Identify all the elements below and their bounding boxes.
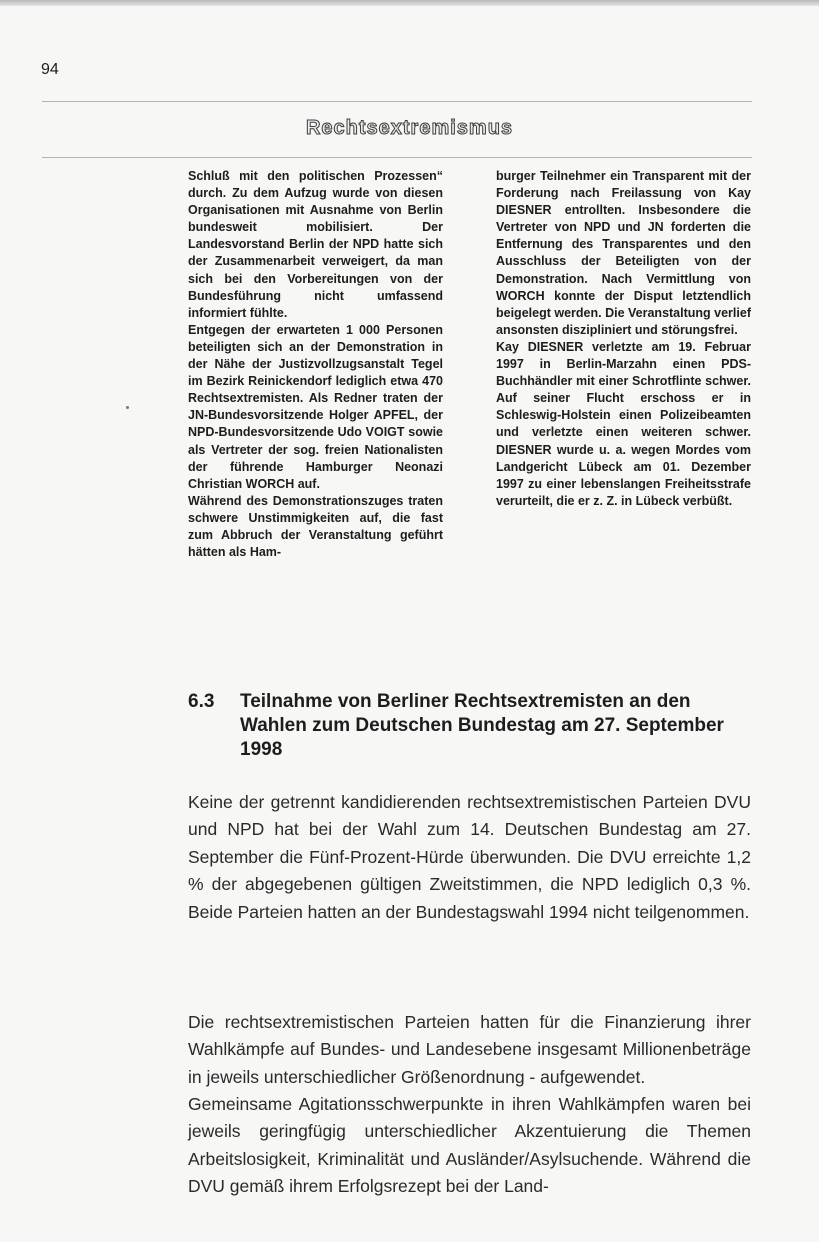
body-paragraph-text: Gemeinsame Agitationsschwerpunkte in ihren Wahlkämpfen waren bei jeweils geringfügig unterschiedlicher Akzentuierung die Themen Arbeitslosigkeit, Kriminalität und Ausländer/Asylsuchende. Während die DVU gemäß ihrem Erfolgsrezept bei der Land- bbox=[188, 1094, 751, 1197]
left-column bbox=[188, 168, 443, 561]
scan-top-edge bbox=[0, 0, 819, 6]
body-paragraph bbox=[188, 789, 751, 926]
scan-speck bbox=[126, 406, 129, 409]
right-column bbox=[496, 168, 751, 510]
body-paragraph bbox=[188, 1091, 751, 1201]
running-title: Rechtsextremismus bbox=[305, 117, 514, 139]
left-column-paragraph: Entgegen der erwarteten 1 000 Personen beteiligten sich an der Demonstration in der Nähe der Justizvollzugsanstalt Tegel im Bezirk Reinickendorf lediglich etwa 470 Rechtsextremisten. Als Redner traten der JN-Bundesvorsitzende Holger APFEL, der NPD-Bundesvorsitzende Udo VOIGT sowie als Vertreter der sog. freien Nationalisten der führende Hamburger Neonazi Christian WORCH auf. bbox=[188, 322, 443, 491]
body-paragraph bbox=[188, 1009, 751, 1091]
left-column-paragraph: Schluß mit den politischen Prozessen“ durch. Zu dem Aufzug wurde von diesen Organisationen mit Ausnahme von Berlin bundesweit mobilisiert. Der Landesvorstand Berlin der NPD hatte sich der Zusammenarbeit verweigert, da man sich bei den Vorbereitungen von der Bundesführung nicht umfassend informiert fühlte. bbox=[188, 169, 443, 320]
left-column-paragraph: Während des Demonstrationszuges traten schwere Unstimmigkeiten auf, die fast zum Abbruch der Veranstaltung geführt hätten als Ham- bbox=[188, 493, 443, 560]
right-column-paragraph: Kay DIESNER verletzte am 19. Februar 1997 in Berlin-Marzahn einen PDS-Buchhändler mit einer Schrotflinte schwer. Auf seiner Flucht erschoss er in Schleswig-Holstein einen Polizeibeamten und verletzte einen weiteren schwer. DIESNER wurde u. a. wegen Mordes vom Landgericht Lübeck am 01. Dezember 1997 zu einer lebenslangen Freiheitsstrafe verurteilt, die er z. Z. in Lübeck verbüßt. bbox=[496, 339, 751, 508]
body-paragraph-text: Keine der getrennt kandidierenden rechtsextremistischen Parteien DVU und NPD hat bei der Wahl zum 14. Deutschen Bundestag am 27. September die Fünf-Prozent-Hürde überwunden. Die DVU erreichte 1,2 % der abgegebenen gültigen Zweitstimmen, die NPD lediglich 0,3 %. Beide Parteien hatten an der Bundestagswahl 1994 nicht teilgenommen. bbox=[188, 792, 751, 922]
section-title: Teilnahme von Berliner Rechtsextremisten an den Wahlen zum Deutschen Bundestag am 27. September 1998 bbox=[240, 691, 724, 760]
body-paragraph-text: Die rechtsextremistischen Parteien hatten für die Finanzierung ihrer Wahlkämpfe auf Bundes- und Landesebene insgesamt Millionenbeträge in jeweils unterschiedlicher Größenordnung - aufgewendet. bbox=[188, 1012, 751, 1087]
section-number: 6.3 bbox=[188, 691, 215, 712]
right-column-paragraph: burger Teilnehmer ein Transparent mit der Forderung nach Freilassung von Kay DIESNER entrollten. Insbesondere die Vertreter von NPD und JN forderten die Entfernung des Transparentes und den Ausschluss der Beteiligten von der Demonstration. Nach Vermittlung von WORCH konnte der Disput letztendlich beigelegt werden. Die Veranstaltung verlief ansonsten diszipliniert und störungsfrei. bbox=[496, 169, 751, 337]
header-rule-bottom bbox=[42, 157, 752, 158]
header-rule-top bbox=[42, 101, 752, 102]
page-number: 94 bbox=[41, 61, 59, 78]
